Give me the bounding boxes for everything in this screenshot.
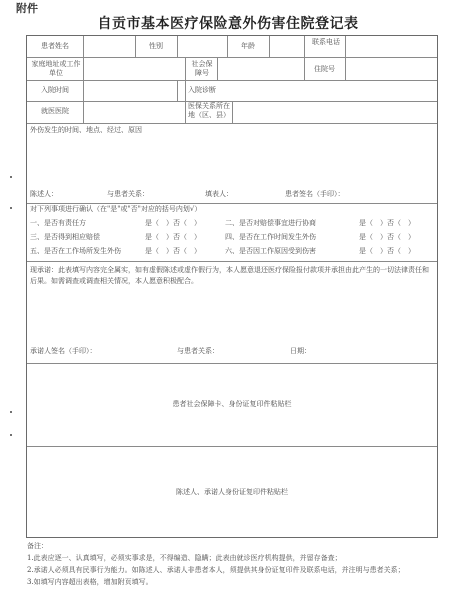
row-divider [27, 363, 437, 364]
row-divider [27, 123, 437, 124]
address-label: 家庭地址或工作单位 [31, 60, 81, 77]
col-divider [177, 36, 178, 57]
checklist-yes-no[interactable]: 是（ ）否（ ） [359, 233, 415, 241]
patient-sign-label: 患者签名（手印）： [285, 190, 345, 198]
ssn-label: 社会保障号 [191, 60, 213, 77]
incident-label: 外伤发生的时间、地点、经过、原因 [30, 126, 142, 134]
checklist-item: 二、是否对赔偿事宜进行协商 [225, 219, 316, 227]
relation-label: 与患者关系： [107, 190, 149, 198]
row-divider [27, 80, 437, 81]
admission-time-label: 入院时间 [41, 86, 69, 94]
phone-label: 联系电话 [312, 38, 340, 46]
row-divider [27, 261, 437, 262]
admission-no-label: 住院号 [314, 65, 335, 73]
admission-diagnosis-label: 入院诊断 [188, 86, 216, 94]
note-item: 1.此表应逐一、认真填写，必须实事求是，不得编造、隐瞒；此表由就诊医疗机构提供，并留存备查； [27, 554, 342, 562]
margin-dot [10, 411, 12, 413]
checklist-item: 五、是否在工作场所发生外伤 [30, 247, 121, 255]
col-divider [217, 57, 218, 80]
checklist-yes-no[interactable]: 是（ ）否（ ） [145, 247, 201, 255]
checklist-yes-no[interactable]: 是（ ）否（ ） [145, 219, 201, 227]
form-title: 自贡市基本医疗保险意外伤害住院登记表 [97, 16, 359, 32]
checklist-item: 四、是否在工作时间发生外伤 [225, 233, 316, 241]
col-divider [345, 36, 346, 80]
statement-by-label: 陈述人： [30, 190, 58, 198]
notes [27, 540, 439, 588]
signer-relation-label: 与患者关系： [177, 347, 219, 355]
row-divider [27, 57, 437, 58]
age-label: 年龄 [241, 42, 255, 50]
margin-dot [10, 176, 12, 178]
patient-name-label: 患者姓名 [41, 42, 69, 50]
checklist-item: 三、是否得到相应赔偿 [30, 233, 100, 241]
col-divider [83, 36, 84, 123]
checklist-instruction: 对下列事项进行确认（在"是"或"否"对应的括号内划√） [30, 205, 202, 213]
checklist-yes-no[interactable]: 是（ ）否（ ） [359, 219, 415, 227]
row-divider [27, 203, 437, 204]
insurance-location-label: 医保关系所在地（区、县） [188, 102, 230, 119]
row-divider [27, 446, 437, 447]
note-item: 3.如填写内容超出表格，增加附页填写。 [27, 578, 153, 586]
statement-id-paste-area: 陈述人、承诺人身份证复印件粘贴栏 [176, 488, 288, 496]
commitment-text: 现承诺：此表填写内容完全属实，如有虚假陈述或虚作假行为，本人愿意退还医疗保险报付款项并承担由此产生的一切法律责任和后果。如需调查或调查相关情况，本人愿意积极配合。 [30, 266, 429, 285]
notes-label: 备注： [27, 542, 48, 550]
checklist-item: 六、是否因工作原因受到伤害 [225, 247, 316, 255]
registration-form [26, 35, 438, 538]
signer-label: 承诺人签名（手印）： [30, 347, 97, 355]
margin-dot [10, 207, 12, 209]
gender-label: 性别 [149, 42, 163, 50]
date-label: 日期： [290, 347, 311, 355]
checklist-yes-no[interactable]: 是（ ）否（ ） [359, 247, 415, 255]
col-divider [232, 101, 233, 123]
checklist-item: 一、是否有责任方 [30, 219, 86, 227]
patient-id-paste-area: 患者社会保障卡、身份证复印件粘贴栏 [172, 400, 292, 408]
attachment-label: 附件 [16, 2, 38, 15]
margin-dot [10, 434, 12, 436]
col-divider [269, 36, 270, 57]
note-item: 2.承诺人必须具有民事行为能力。如陈述人、承诺人非患者本人，须提供其身份证复印件及联系电话，并注明与患者关系； [27, 566, 405, 574]
hospital-label: 就医医院 [41, 107, 69, 115]
filler-label: 填表人： [205, 190, 233, 198]
checklist-yes-no[interactable]: 是（ ）否（ ） [145, 233, 201, 241]
